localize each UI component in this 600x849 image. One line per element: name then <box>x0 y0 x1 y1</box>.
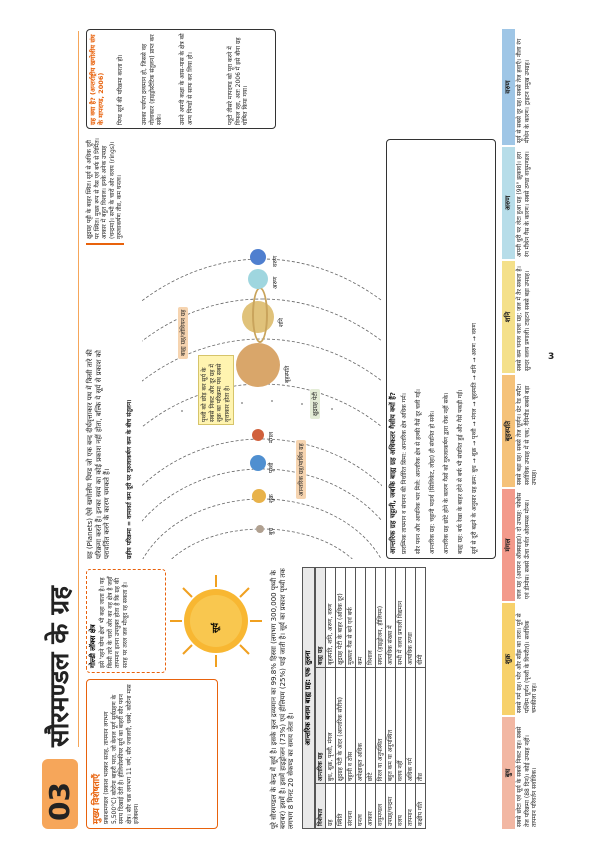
fact-item: आन्तरिक ग्रह छोटे होने के कारण गैसों को गुरुत्वाकर्षण द्वारा रोक नहीं सके। <box>443 392 450 554</box>
table-cell: मुख्यतः गैस से बने एवं बर्फ <box>346 568 356 668</box>
planet-label-venus: शुक्र <box>268 494 275 503</box>
inner-planets-tag: आन्तरिक ग्रह/पार्थिव ग्रह <box>296 440 306 499</box>
planet-label-earth: पृथ्वी <box>268 462 275 473</box>
goldilocks-heading: गोल्डी लॉक्स क्षेत्र <box>89 624 97 668</box>
fact-item: बाह्य ग्रह: बर्फ रेखा के बाहर होने से बर्फ भी संघनित हुई और गैसें पकड़ी गईं। <box>457 389 464 554</box>
table-header-cell: आन्तरिक ग्रह <box>316 667 326 783</box>
fact-item: आन्तरिक ग्रह: चट्टानी पदार्थ (सिलिकेट, लोहा) ही संघनित हो सके। <box>429 410 436 554</box>
table-cell: सघन (हाइड्रोजन, हीलियम) <box>376 568 386 668</box>
table-cell: तापमान <box>406 784 416 829</box>
table-cell: कम <box>356 568 366 668</box>
pluto-note: प्लूटो तीसरे मापदण्ड को पूरा करने में विफल रहा, अतः 2006 में इसे बौना ग्रह घोषित किया गया। <box>227 37 249 125</box>
comparison-caption: आन्तरिक बनाम बाह्य ग्रह: एक तुलना <box>302 567 315 829</box>
planet-column-mars <box>502 489 560 601</box>
sun-drawing <box>168 573 264 669</box>
diagram-description: ग्रह (Planets) ऐसे खगोलीय पिण्ड जो एक बन्द दीर्घवृत्ताकार पथ में किसी तारे की परिक्रमा करते हैं। इनका स्वयं का कोई प्रकाश नहीं होता, बल्कि ये सूर्य से प्रकाश को परावर्तित करने के कारण चमकते हैं। <box>86 349 111 559</box>
column-text: सबसे गर्म ग्रह। भोर और साँझ का तारा। पूर्व से पश्चिम घूर्णन (पृथ्वी के विपरीत)। सर्वाधिक चमकीला ग्रह। <box>516 613 538 713</box>
table-cell: घनत्व <box>356 784 366 829</box>
planet-uranus <box>248 269 268 289</box>
table-cell: सभी में वलय प्रणाली विद्यमान <box>396 568 406 668</box>
fact-item: सौर पवन और आयनिक भार मिले: आन्तरिक क्षेत्र से हल्की गैसें दूर चली गईं। <box>415 389 422 554</box>
table-cell: अधिक गर्म <box>406 667 416 783</box>
table-header-row <box>316 568 326 829</box>
column-heading: बृहस्पति <box>502 375 515 487</box>
column-heading: शुक्र <box>502 603 515 715</box>
planet-columns <box>502 29 560 829</box>
fact-item: प्रारम्भिक तापमान व संघनन की निर्धारित सिमा: आन्तरिक क्षेत्र अधिक गर्म। <box>401 393 408 554</box>
table-cell: आकार <box>366 784 376 829</box>
table-cell: संरचना <box>346 784 356 829</box>
table-cell: वायुमण्डल <box>376 784 386 829</box>
comparison-table-wrap <box>302 567 426 829</box>
planet-mars <box>252 429 264 441</box>
planet-label-mercury: बुध <box>268 527 275 535</box>
table-cell: तीव्र <box>416 667 426 783</box>
comparison-table <box>315 567 426 829</box>
table-cell: विशाल <box>366 568 376 668</box>
column-text: अपनी धुरी पर लेटा हुआ ग्रह (98° झुकाव)। हरा रंग मीथेन गैस के कारण। सबसे ठण्डा वायुमण्डल। <box>516 151 531 257</box>
planet-column-uranus <box>502 147 560 259</box>
planet-column-jupiter <box>502 375 560 487</box>
outer-planet-notes: क्षुद्रग्रह पट्टी के बाहर स्थित। सूर्य से अधिक दूरी पर स्थित। मुख्य रूप से गैस एवं बर्फ से निर्मित। आकार में बहुत विशाल। इनके अनेक उपग्रह (चन्द्रमा)। सभी के चारों ओर वलय (rings)। गुरुत्वाकर्षण तीव्र, कम घनत्व। <box>86 135 124 245</box>
table-cell: बुध, शुक्र, पृथ्वी, मंगल <box>326 667 336 783</box>
table-cell: क्षुद्रग्रह पेटी के अंदर (आन्तरिक सौरीय) <box>336 667 346 783</box>
planet-venus <box>252 489 266 503</box>
table-cell: अत्यधिक संख्या में <box>386 568 396 668</box>
table-row <box>346 568 356 829</box>
intro-paragraph: पूरे सौरमण्डल के केन्द्र में सूर्य है। इसके कुल द्रव्यमान का 99.8% हिस्सा (लगभग 300,000 पृथ्वी के बराबर) इसमें है। इसमें हाइड्रोजन (73%) एवं हीलियम (25%) पाई जाती है। सूर्य का प्रकाश पृथ्वी तक लगभग 8 मिनट 20 सेकण्ड का समय लेता है। <box>270 568 295 829</box>
goldilocks-text: इसे 'रहने योग्य क्षेत्र' भी कहा जाता है। यह किसी तारे के चारों ओर का वह क्षेत्र है जहाँ तापमान इतना उपयुक्त होता है कि ग्रह की सतह पर तरल जल मौजूद रह सकता है। <box>99 576 129 668</box>
table-cell: बहुत कम या अनुपस्थित <box>386 667 396 783</box>
column-text: सूर्य से सबसे दूर ग्रह। सबसे तेज हवाएँ। नीला रंग मीथेन के कारण। ट्राइटन प्रमुख उपग्रह। <box>516 38 531 143</box>
table-cell: वलय <box>396 784 406 829</box>
table-cell: ग्रह <box>326 784 336 829</box>
diagram-note-box: पृथ्वी को छोड़ कर सूर्य के सबसे निकट और दूर ग्रह में शुक्र का परिक्रमा पथ सबसे वृत्ताकार होता है। <box>198 355 234 425</box>
table-row <box>406 568 416 829</box>
planet-diagram <box>86 249 386 559</box>
column-heading: शनि <box>502 261 515 373</box>
table-row <box>366 568 376 829</box>
table-cell: छोटे <box>366 667 376 783</box>
table-row <box>396 568 406 829</box>
chapter-number: 03 <box>43 782 76 821</box>
column-text: सबसे बड़ा ग्रह। सबसे तेज घूर्णन। ग्रेट रेड स्पॉट। सर्वाधिक उपग्रह में से एक; गैनिमीड सबसे बड़ा उपग्रह। <box>516 383 538 485</box>
planet-label-saturn: शनि <box>278 318 285 327</box>
planet-label-jupiter: बृहस्पति <box>284 365 291 383</box>
column-heading: अरुण <box>502 147 515 259</box>
table-header-cell: बाह्य ग्रह <box>316 568 326 668</box>
features-box <box>86 679 218 829</box>
table-row <box>376 568 386 829</box>
column-heading: वरुण <box>502 29 515 145</box>
asteroid-belt-tag: क्षुद्रग्रह पेटी <box>310 389 320 419</box>
sun-label: सूर्य <box>211 622 220 633</box>
table-row <box>386 568 396 829</box>
criteria-item: उसने अपनी कक्षा के आस-पास के क्षेत्र को अन्य पिण्डों से साफ कर लिया हो। <box>179 33 194 125</box>
page-number: 3 <box>548 352 555 362</box>
planet-jupiter <box>236 343 280 387</box>
what-is-planet-heading: ग्रह क्या है? (अन्तर्राष्ट्रीय खगोलीय संघ के मापदण्ड, 2006) <box>89 34 105 125</box>
table-row <box>336 568 346 829</box>
features-text: प्रकाशमण्डल (प्रकाश भास्कर सतह, तापमान लगभग 5,500°C) कोरोना बाहरी परत, जो केवल पूर्ण सूर्यग्रहण के समय दिखाई देती है। हीलियोस्फीयर सूर्य का बाहरी सौर पवन क्षेत्र। सौर चक्र लगभग 11 वर्ष; सौर ज्वालाएँ, धब्बे; कोरोना मास इजेक्शन। <box>103 684 140 824</box>
planet-column-neptune <box>502 29 560 145</box>
saturn-ring <box>252 287 268 343</box>
what-is-planet-box <box>86 29 276 129</box>
table-row <box>416 568 426 829</box>
features-heading: मुख्य विशेषताएँ <box>92 773 102 824</box>
fact-item: सूर्य से दूरी बढ़ने के अनुसार ग्रह क्रम: बुध → शुक्र → पृथ्वी → मंगल → बृहस्पति → शनि → अरुण → वरुण <box>471 323 478 554</box>
column-heading: मंगल <box>502 489 515 601</box>
table-row <box>356 568 366 829</box>
planet-earth <box>250 455 266 471</box>
table-header-cell: विशेषता <box>316 784 326 829</box>
column-text: लाल ग्रह (आयरन ऑक्साइड)। दो उपग्रह: फोबोस एवं डीमोस। सबसे ऊँचा पर्वत ओलम्पस मोन्स। <box>516 492 531 599</box>
table-cell: बृहस्पति, शनि, अरुण, वरुण <box>326 568 336 668</box>
sun <box>168 573 264 669</box>
column-text: सबसे छोटा एवं सूर्य के सबसे निकट ग्रह। सबसे तेज परिक्रमा (88 दिन)। कोई उपग्रह नहीं। तापमान परिवर्तन सर्वाधिक। <box>516 726 538 827</box>
column-text: सबसे कम घनत्व वाला ग्रह; जल में तैर सकता है। सुन्दर वलय प्रणाली। टाइटन सबसे बड़ा उपग्रह। <box>516 266 531 371</box>
rotated-content <box>40 29 560 829</box>
column-heading: बुध <box>502 717 515 829</box>
chapter-title: सौरमण्डल के ग्रह <box>45 586 75 747</box>
planet-neptune <box>250 249 266 265</box>
table-cell: क्षुद्रग्रह पेटी के बाहर (अधिक दूर) <box>336 568 346 668</box>
table-row <box>326 568 336 829</box>
planet-column-venus <box>502 603 560 715</box>
table-cell: विरल या अनुपस्थित <box>376 667 386 783</box>
chapter-banner <box>40 29 80 829</box>
planet-label-uranus: अरुण <box>272 276 279 289</box>
table-cell: उपग्रह/चन्द्रमा <box>386 784 396 829</box>
inner-facts-heading: आन्तरिक ग्रह चट्टानी, जबकि बाह्य ग्रह अधिकतर गैसीय क्यों हैं? <box>389 392 397 554</box>
planet-mercury <box>256 525 264 533</box>
planet-column-mercury <box>502 717 560 829</box>
outer-planets-tag: बाह्य ग्रह/जोवियन ग्रह <box>178 307 188 359</box>
table-cell: अत्यधिक ठण्डा <box>406 568 416 668</box>
table-cell: धीमी <box>416 568 426 668</box>
table-cell: स्थिति <box>336 784 346 829</box>
table-cell: चट्टानी व ठोस <box>346 667 356 783</box>
planet-label-neptune: वरुण <box>272 255 279 267</box>
inner-facts-box <box>386 139 496 559</box>
criteria-item: पिण्ड सूर्य की परिक्रमा करता हो। <box>117 54 124 125</box>
goldilocks-box <box>86 569 166 673</box>
table-cell: अपेक्षाकृत अधिक <box>356 667 366 783</box>
criteria-item: उसका पर्याप्त द्रव्यमान हो, जिससे वह गोलाकार (हाइड्रोस्टैटिक संतुलन) प्राप्त कर सके। <box>141 34 163 125</box>
orbit-note: ग्रहीय परिक्रमा = वामावर्त कम दूरी पर गुरुत्वाकर्षण कम के बीच संतुलन। <box>126 399 133 559</box>
table-cell: कक्षीय गति <box>416 784 426 829</box>
planet-label-mars: मंगल <box>268 431 275 443</box>
chapter-rule <box>78 31 79 747</box>
table-cell: वलय नहीं <box>396 667 406 783</box>
